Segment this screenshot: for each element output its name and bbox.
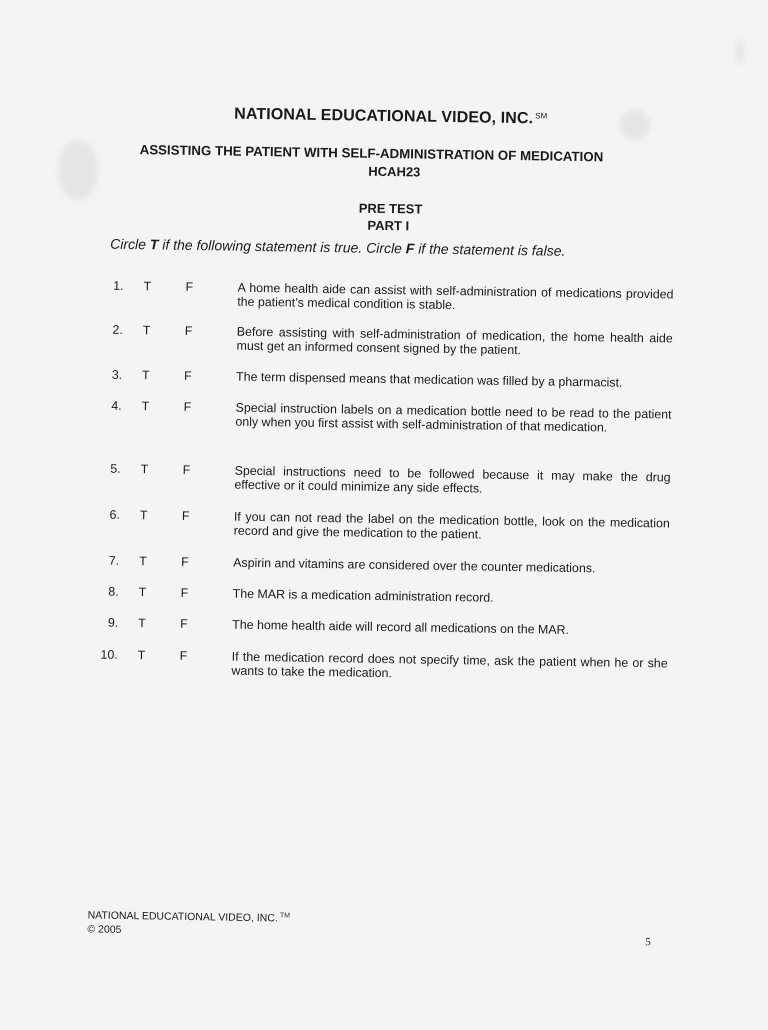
part-label: PART I: [367, 217, 410, 234]
question-number: 1.: [113, 278, 124, 293]
true-option[interactable]: T: [141, 399, 150, 414]
question-number: 7.: [108, 553, 120, 568]
question-item: [1, 460, 768, 496]
false-option[interactable]: F: [180, 616, 188, 631]
question-text: Aspirin and vitamins are considered over the counter medications.: [233, 555, 596, 576]
question-text: The home health aide will record all medications on the MAR.: [232, 617, 570, 637]
question-text: A home health aide can assist with self-administration of medications provided the patient’s medical condition is stable.: [237, 280, 674, 313]
question-item: [0, 646, 766, 681]
question-item: [2, 366, 768, 390]
question-number: 10.: [100, 647, 118, 662]
question-text: If you can not read the label on the medication bottle, look on the medication record and give the medication to the patient.: [233, 509, 670, 542]
question-number: 5.: [110, 461, 121, 476]
false-option[interactable]: F: [182, 462, 191, 477]
false-option[interactable]: F: [184, 368, 192, 383]
question-number: 3.: [111, 367, 123, 382]
trademark-mark: TM: [279, 912, 291, 920]
false-option[interactable]: F: [183, 399, 192, 414]
true-option[interactable]: T: [142, 323, 151, 338]
question-text: The MAR is a medication administration record.: [232, 586, 494, 605]
question-text: If the medication record does not specify time, ask the patient when he or she wants to take the medication.: [231, 649, 668, 681]
test-name: PRE TEST: [358, 200, 423, 217]
true-option[interactable]: T: [139, 508, 148, 523]
question-item: [0, 506, 768, 542]
question-item: [4, 277, 768, 313]
service-mark: SM: [535, 111, 548, 121]
question-text: Special instructions need to be followed because it may make the drug effective or it could minimize any side effects.: [234, 463, 671, 496]
question-number: 2.: [112, 322, 123, 337]
true-option[interactable]: T: [138, 616, 146, 631]
false-option[interactable]: F: [180, 585, 189, 600]
question-text: Special instruction labels on a medication bottle need to be read to the patient only when you first assist with self-administration of that medication.: [235, 400, 672, 435]
question-number: 4.: [111, 398, 122, 413]
question-number: 8.: [108, 584, 119, 599]
question-item: [2, 397, 768, 435]
page-number: 5: [645, 936, 651, 949]
question-item: [3, 321, 768, 358]
true-option[interactable]: T: [137, 648, 146, 663]
true-option[interactable]: T: [143, 279, 152, 294]
question-item: [0, 552, 767, 576]
question-number: 9.: [107, 615, 119, 630]
course-title: ASSISTING THE PATIENT WITH SELF-ADMINISTRATION OF MEDICATION: [139, 142, 604, 165]
instructions: Circle T if the following statement is true. Circle F if the statement is false.: [110, 235, 566, 259]
true-option[interactable]: T: [142, 368, 150, 383]
question-text: Before assisting with self-administration of medication, the home health aide must get an informed consent signed by the patient.: [236, 324, 673, 358]
true-option[interactable]: T: [140, 462, 149, 477]
false-option[interactable]: F: [185, 279, 194, 294]
course-code: HCAH23: [368, 163, 421, 180]
question-item: [0, 583, 767, 605]
false-option[interactable]: F: [179, 648, 188, 663]
question-number: 6.: [109, 507, 121, 522]
false-option[interactable]: F: [181, 508, 190, 523]
question-text: The term dispensed means that medication was filled by a pharmacist.: [235, 369, 623, 390]
false-option[interactable]: F: [181, 554, 189, 569]
false-option[interactable]: F: [184, 323, 193, 338]
footer-copyright: © 2005: [87, 923, 122, 936]
question-item: [0, 614, 766, 637]
true-option[interactable]: T: [138, 585, 147, 600]
company-heading: NATIONAL EDUCATIONAL VIDEO, INC. ℠: [234, 105, 548, 128]
true-option[interactable]: T: [139, 554, 147, 569]
footer-company: NATIONAL EDUCATIONAL VIDEO, INC. ™: [87, 909, 291, 925]
